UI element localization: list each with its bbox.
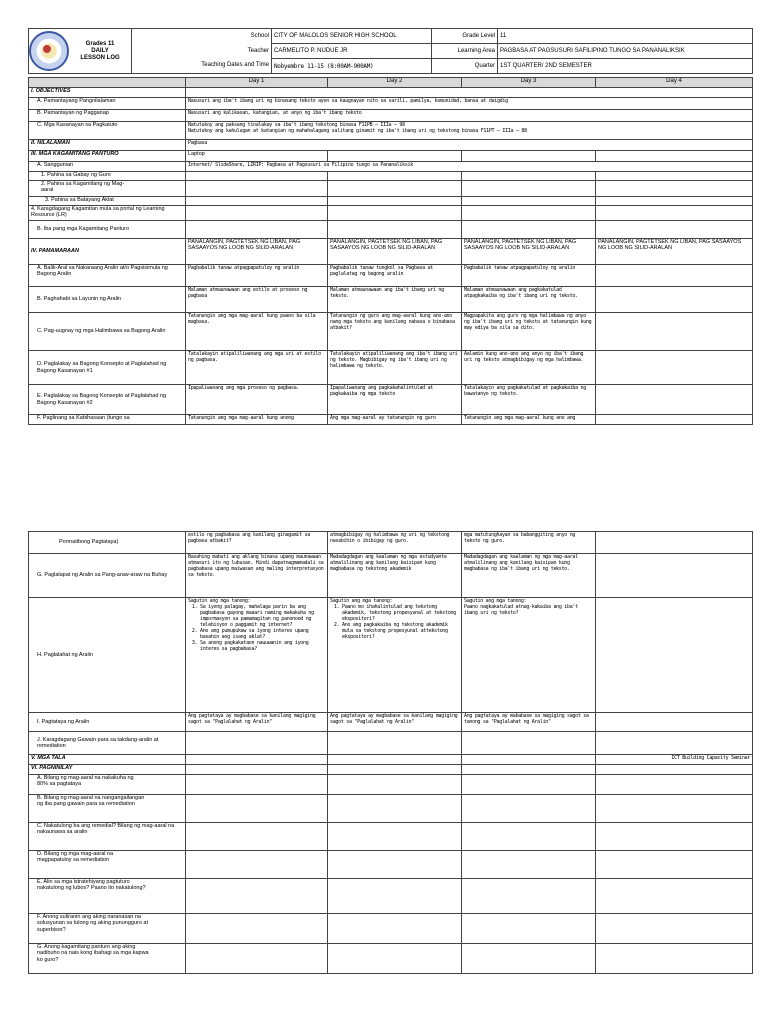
empty-cell — [462, 795, 596, 823]
kagamitan-heading: III. MGA KAGAMITANG PANTURO — [29, 151, 186, 162]
paghahabi-label: B. Paghahabi sa Layunin ng Aralin — [29, 287, 186, 313]
lesson-log-body-page-1 — [28, 77, 753, 425]
paghahabi-day-2: Malaman atmaunawaan ang iba't ibang uri ng teksto. — [328, 287, 462, 313]
header-grades: Grades 11 — [85, 40, 115, 47]
empty-cell — [328, 732, 462, 755]
empty-cell — [596, 221, 753, 239]
pagninilay-item-b: B. Bilang ng mag-aaral na nangangailangan ng iba pang gawain para sa remediation — [29, 795, 186, 823]
kasanayan-pagkatuto-label: C. Mga Kasanayan sa Pagkatuto — [29, 122, 186, 140]
teacher-label: Teacher — [132, 44, 272, 59]
grade-level-label: Grade Level — [432, 29, 498, 44]
balik-aral-day-2: Pagbabalik tanaw tungkol sa Pagbasa at paglalatag ng bagong aralin — [328, 265, 462, 287]
konsepto-1-day-3: Aalamin kung ano-ano ang anyo ng iba't ibang uri ng teksto atmagbibigay ng mga halimbawa. — [462, 351, 596, 385]
empty-cell — [328, 181, 462, 197]
school-label: School — [132, 29, 272, 44]
pamantayang-pangnilalaman-label: A. Pamantayang Pangnilalaman — [29, 98, 186, 110]
learning-area-label: Learning Area — [432, 44, 498, 59]
empty-cell — [462, 851, 596, 879]
balik-aral-day-1: Pagbabalik tanaw atpagpapatuloy ng aralin — [186, 265, 328, 287]
pag-uugnay-label: C. Pag-uugnay ng mga Halimbawa sa Bagong Aralin — [29, 313, 186, 351]
empty-cell — [596, 206, 753, 221]
empty-cell — [462, 151, 596, 162]
empty-cell — [186, 197, 328, 206]
paglalahat-intro-1: Sagutin ang mga tanong: — [188, 598, 251, 604]
list-item: 1. Paano mo ihahalintulad ang tekstong akademik, tekstong propesyunal at tekstong ekspositori? — [342, 604, 459, 622]
lesson-log-header — [28, 28, 753, 74]
paglalahat-question-3: Paano nagkakatulad atnag-kakaiba ang iba't ibang uri ng teksto? — [464, 604, 578, 616]
kabihasaan-day-3-cont: mga matutunghayan sa babanggiting anyo ng teksto ng guro. — [462, 532, 596, 554]
empty-cell — [462, 823, 596, 851]
kagamitan-value: Laptop — [186, 151, 328, 162]
paglalapat-day-1: Basahing mabuti ang aklang binasa upang maunawaan atmasuri ito ng lubusan. Hindi dapatnagmamadali sa pagbabasa upang maiwasan ang maling interpretasyon sa teksto. — [186, 554, 328, 598]
empty-cell — [596, 598, 753, 713]
day-1-header: Day 1 — [186, 78, 328, 88]
sanggunian-value: Internet/ SlideShare, LIRIP: Pagbasa at Pagsusuri sa Filipino tungo sa Pananaliksik — [186, 162, 753, 172]
empty-cell — [186, 823, 328, 851]
empty-cell — [462, 221, 596, 239]
empty-cell — [186, 914, 328, 944]
empty-cell — [596, 172, 753, 181]
mga-tala-day-4: ICT Building Capacity Seminar — [596, 755, 753, 765]
empty-cell — [328, 172, 462, 181]
paglalapat-label: G. Paglalapat ng Aralin sa Pang-araw-araw na Buhay — [29, 554, 186, 598]
opening-day-4: PANALANGIN, PAGTETSEK NG LIBAN, PAG SASAAYOS NG LOOB NG SILID-ARALAN — [596, 239, 753, 265]
paglalahat-label: H. Paglalahat ng Aralin — [29, 598, 186, 713]
empty-cell — [596, 879, 753, 914]
empty-cell — [596, 287, 753, 313]
paglalapat-day-3: Madadagdagan ang kaalaman ng mga mag-aaral atmalilinang ang kanilang kaisipan kung magbabasa ng iba't ibang uri ng teksto. — [462, 554, 596, 598]
karagdagang-gawain-label: J. Karagdagang Gawain para sa takdang-aralin at remediation — [29, 732, 186, 755]
empty-cell — [462, 732, 596, 755]
grade-level-value: 11 — [498, 29, 753, 44]
empty-cell — [462, 879, 596, 914]
opening-day-3: PANALANGIN, PAGTETSEK NG LIBAN, PAG SASAAYOS NG LOOB NG SILID-ARALAN — [462, 239, 596, 265]
empty-cell — [596, 151, 753, 162]
empty-cell — [186, 755, 328, 765]
pagninilay-item-e: E. Alin sa mga istratehiyang pagtuturo nakatulong ng lubos? Paano ito nakatulong? — [29, 879, 186, 914]
list-item: 1. Sa iyong palagay, mahalaga parin ba ang pagbabasa gayong maaari naming makakuha ng impormasyon sa pamamagitan ng panonood ng telebisyon o paggamit ng internet? — [200, 604, 325, 628]
empty-cell — [596, 914, 753, 944]
empty-cell — [328, 151, 462, 162]
kabihasaan-day-3: Tatanungin ang mga mag-aaral kung ano ang — [462, 415, 596, 425]
pagninilay-item-f: F. Anong suliranin ang aking naranasan na solusyunan sa tulong ng aking punungguro at superbisor? — [29, 914, 186, 944]
empty-cell — [462, 181, 596, 197]
empty-cell — [328, 197, 462, 206]
list-item: 2. Ano ang pumupukaw sa iyong interes upang basahin ang isang aklat? — [200, 628, 325, 640]
kabihasaan-day-1-cont: estilo ng pagbabasa ang kanilang ginagamit sa pagbasa atbakit? — [186, 532, 328, 554]
pagtataya-day-2: Ang pagtataya ay magbabase sa kanilang magiging sagot sa "Paglalahat ng Aralin" — [328, 713, 462, 732]
empty-cell — [186, 206, 328, 221]
empty-cell — [328, 755, 462, 765]
empty-cell — [328, 221, 462, 239]
konsepto-2-day-3: Tatalakayin ang pagkakatulad at pagkakaiba ng bawatanyo ng teksto. — [462, 385, 596, 415]
konsepto-1-day-1: Tatalakayin atipaliliwanang ang mga uri at estilo ng pagbasa. — [186, 351, 328, 385]
empty-cell — [596, 313, 753, 351]
paghahabi-day-3: Malaman atmaunawaan ang pagkakatulad atpagkakaiba ng iba't ibang uri ng teksto. — [462, 287, 596, 313]
kasanayan-line-2: Natutukoy ang kahulugan at katangian ng mahahalagang salitang ginamit ng iba't ibang uri ng tekstong binasa F11PT – IIIa – 88 — [188, 128, 527, 134]
kabihasaan-label-cont: Pormatibong Pagtataya) — [29, 532, 186, 554]
kabihasaan-day-1: Tatanungin ang mga mag-aaral kung anong — [186, 415, 328, 425]
empty-cell — [596, 851, 753, 879]
pagtataya-day-3: Ang pagtataya ay mababase sa magiging sagot sa tanong sa "Paglalahat ng Aralin" — [462, 713, 596, 732]
learning-area-value: PAGBASA AT PAGSUSURI SAFILIPINO TUNGO SA PANANALIKSIK — [498, 44, 753, 59]
empty-cell — [328, 765, 462, 775]
lesson-log-body-page-2 — [28, 531, 753, 974]
empty-cell — [462, 775, 596, 795]
pahina-batayang-aklat-label: 3. Pahina sa Batayang Aklat — [29, 197, 186, 206]
empty-cell — [462, 755, 596, 765]
kabihasaan-day-2: Ang mga mag-aaral ay tatanungin ng guro — [328, 415, 462, 425]
pag-uugnay-day-1: Tatanungin ang mga mag-aaral kung paano ba sila magbasa. — [186, 313, 328, 351]
empty-cell — [596, 823, 753, 851]
balik-aral-day-3: Pagbabalik tanaw atpagpapatuloy ng aralin — [462, 265, 596, 287]
kasanayan-pagkatuto-value — [186, 122, 753, 140]
empty-cell — [186, 181, 328, 197]
empty-cell — [596, 532, 753, 554]
header-lesson-log: LESSON LOG — [80, 54, 120, 61]
empty-cell — [596, 732, 753, 755]
empty-cell — [596, 351, 753, 385]
paglalahat-intro-2: Sagutin ang mga tanong: — [330, 598, 393, 604]
page-1 — [28, 28, 752, 425]
konsepto-2-day-1: Ipapaliwanang ang mga proseso ng pagbasa. — [186, 385, 328, 415]
paglalahat-intro-3: Sagutin ang mga tanong: — [464, 598, 527, 604]
pahina-kagamitan-label: 2. Pahina sa Kagamitang ng Mag-aaral — [29, 181, 186, 197]
konsepto-1-label: D. Paglalakay sa Bagong Konsepto at Paglalahad ng Bagong Kasanayan #1 — [29, 351, 186, 385]
empty-cell — [186, 879, 328, 914]
teacher-value: CARMELITO P. NUDUE JR — [272, 44, 432, 59]
day-4-header: Day 4 — [596, 78, 753, 88]
empty-cell — [596, 385, 753, 415]
header-daily: DAILY — [91, 47, 109, 54]
paglalapat-day-2: Madadagdagan ang kaalaman ng mga estudyante atmalilinang ang kanilang kaisipan kung magbabasa ng tekstong akademik — [328, 554, 462, 598]
empty-cell — [462, 944, 596, 974]
konsepto-2-label: E. Paglalakay sa Bagong Konsepto at Paglalahad ng Bagong Kasanayan #2 — [29, 385, 186, 415]
empty-cell — [596, 765, 753, 775]
paglalahat-day-3 — [462, 598, 596, 713]
paglalahat-day-2 — [328, 598, 462, 713]
teaching-dates-label: Teaching Dates and Time — [132, 59, 272, 74]
nilalaman-value: Pagbasa — [186, 140, 753, 151]
pagtataya-day-1: Ang pagtataya ay magbabase sa kanilang magiging sagot sa "Paglalahat ng Aralin" — [186, 713, 328, 732]
opening-day-1: PANALANGIN, PAGTETSEK NG LIBAN, PAG SASAAYOS NG LOOB NG SILID-ARALAN — [186, 239, 328, 265]
deped-seal-icon — [29, 31, 69, 71]
iba-pang-kagamitan-label: B. Iba pang mga Kagamitang Panturo — [29, 221, 186, 239]
empty-cell — [328, 795, 462, 823]
pamantayan-pagganap-label: B. Pamantayan ng Pagganap — [29, 110, 186, 122]
school-value: CITY OF MALOLOS SENIOR HIGH SCHOOL — [272, 29, 432, 44]
quarter-label: Quarter — [432, 59, 498, 74]
sanggunian-label: A. Sanggunian — [29, 162, 186, 172]
empty-cell — [186, 221, 328, 239]
empty-cell — [596, 944, 753, 974]
empty-cell — [596, 713, 753, 732]
paglalahat-day-1 — [186, 598, 328, 713]
objectives-blank — [186, 88, 753, 98]
konsepto-2-day-2: Ipapaliwanang ang pagkakahalintulad at pagkakaiba ng mga teksto — [328, 385, 462, 415]
empty-cell — [186, 775, 328, 795]
pagninilay-item-d: D. Bilang ng mga mag-aaral na magpapatuloy sa remediation — [29, 851, 186, 879]
empty-cell — [186, 172, 328, 181]
empty-cell — [596, 775, 753, 795]
empty-cell — [596, 181, 753, 197]
quarter-value: 1ST QUARTER/ 2ND SEMESTER — [498, 59, 753, 74]
pamamaraan-heading: IV. PAMAMARAAN — [29, 239, 186, 265]
empty-cell — [186, 944, 328, 974]
empty-cell — [328, 775, 462, 795]
blank-header-cell — [29, 78, 186, 88]
empty-cell — [186, 851, 328, 879]
paglalahat-list-day-1 — [188, 604, 325, 652]
empty-cell — [462, 914, 596, 944]
empty-cell — [596, 415, 753, 425]
paglalahat-list-day-2 — [330, 604, 459, 640]
pagninilay-item-c: C. Nakatulong ba ang remedial? Bilang ng mag-aaral na nakaunawa sa aralin — [29, 823, 186, 851]
teaching-dates-value: Nobyembre 11-15 (8:00AM-900AM) — [272, 59, 432, 74]
day-2-header: Day 2 — [328, 78, 462, 88]
empty-cell — [462, 172, 596, 181]
karagdagang-kagamitan-label: 4. Karagdagang Kagamitan mula sa portal ng Learning Resource (LR) — [29, 206, 186, 221]
deped-seal-cell — [29, 29, 132, 74]
pagninilay-heading: VI. PAGNINILAY — [29, 765, 186, 775]
mga-tala-heading: V. MGA TALA — [29, 755, 186, 765]
empty-cell — [462, 197, 596, 206]
empty-cell — [596, 554, 753, 598]
pamantayang-pangnilalaman-value: Nasusuri ang iba't ibang uri ng binasang teksto ayon sa kaugnayan nito sa sarili, pamilya, komunidad, bansa at daigdig — [186, 98, 753, 110]
pag-uugnay-day-2: Tatanungin ng guro ang mag-aaral kung ano-ano nang mga teksto ang kanilang nabasa o binabasa atbakit? — [328, 313, 462, 351]
balik-aral-label: A. Balik-Aral sa Nakaraang Aralin at/o Pagsisimula ng Bagong Aralin — [29, 265, 186, 287]
empty-cell — [328, 206, 462, 221]
list-item: 2. Ano ang pagkakaiba ng tekstong akademik mula sa tekstong propesyunal attekstong ekspositori? — [342, 622, 459, 640]
kabihasaan-label: F. Paglinang sa Kabihasaan (tungo sa — [29, 415, 186, 425]
empty-cell — [328, 914, 462, 944]
empty-cell — [328, 823, 462, 851]
list-item: 3. Sa anong pagkakataon nauuwanin ang iyong interes sa pagbabasa? — [200, 640, 325, 652]
pagninilay-item-g: G. Anong kagamitang panturo ang aking nadibuho na nais kong ibahagi sa mga kapwa ko guro? — [29, 944, 186, 974]
empty-cell — [328, 879, 462, 914]
nilalaman-heading: II. NILALAMAN — [29, 140, 186, 151]
day-3-header: Day 3 — [462, 78, 596, 88]
empty-cell — [462, 206, 596, 221]
empty-cell — [186, 795, 328, 823]
empty-cell — [462, 765, 596, 775]
empty-cell — [186, 765, 328, 775]
empty-cell — [186, 732, 328, 755]
paghahabi-day-1: Malaman atmaunawaan ang estilo at proseso ng pagbasa — [186, 287, 328, 313]
empty-cell — [328, 851, 462, 879]
objectives-heading: I. OBJECTIVES — [29, 88, 186, 98]
empty-cell — [596, 265, 753, 287]
kabihasaan-day-2-cont: atmagbibigay ng halimbawa ng uri ng tekstong nasabihin o ibibigay ng guro. — [328, 532, 462, 554]
pagtataya-label: I. Pagtataya ng Aralin — [29, 713, 186, 732]
empty-cell — [596, 197, 753, 206]
pag-uugnay-day-3: Magpapakita ang guro ng mga halimbawa ng anyo ng iba't ibang uri ng teksto at tatanungin kung may ediya ba sila sa dito. — [462, 313, 596, 351]
konsepto-1-day-2: Tatalakayin atipaliliwanang ang iba't ibang uri ng teksto. Magbibigay ng iba't ibang uri ng halimbawa ng teksto. — [328, 351, 462, 385]
pahina-gabay-label: 1. Pahina sa Gabay ng Guro — [29, 172, 186, 181]
opening-day-2: PANALANGIN, PAGTETSEK NG LIBAN, PAG SASAAYOS NG LOOB NG SILID-ARALAN — [328, 239, 462, 265]
pagninilay-item-a: A. Bilang ng mag-aaral na nakakuha ng 80% sa pagtataya — [29, 775, 186, 795]
page-2 — [28, 531, 752, 974]
kasanayan-line-1: Natutukoy ang paksang tinalakay sa iba't ibang tekstong binasa F11PB – IIIa – 98 — [188, 122, 405, 128]
empty-cell — [328, 944, 462, 974]
pamantayan-pagganap-value: Nasusuri ang kalikasan, katangian, at anyo ng iba't ibang teksto — [186, 110, 753, 122]
empty-cell — [596, 795, 753, 823]
